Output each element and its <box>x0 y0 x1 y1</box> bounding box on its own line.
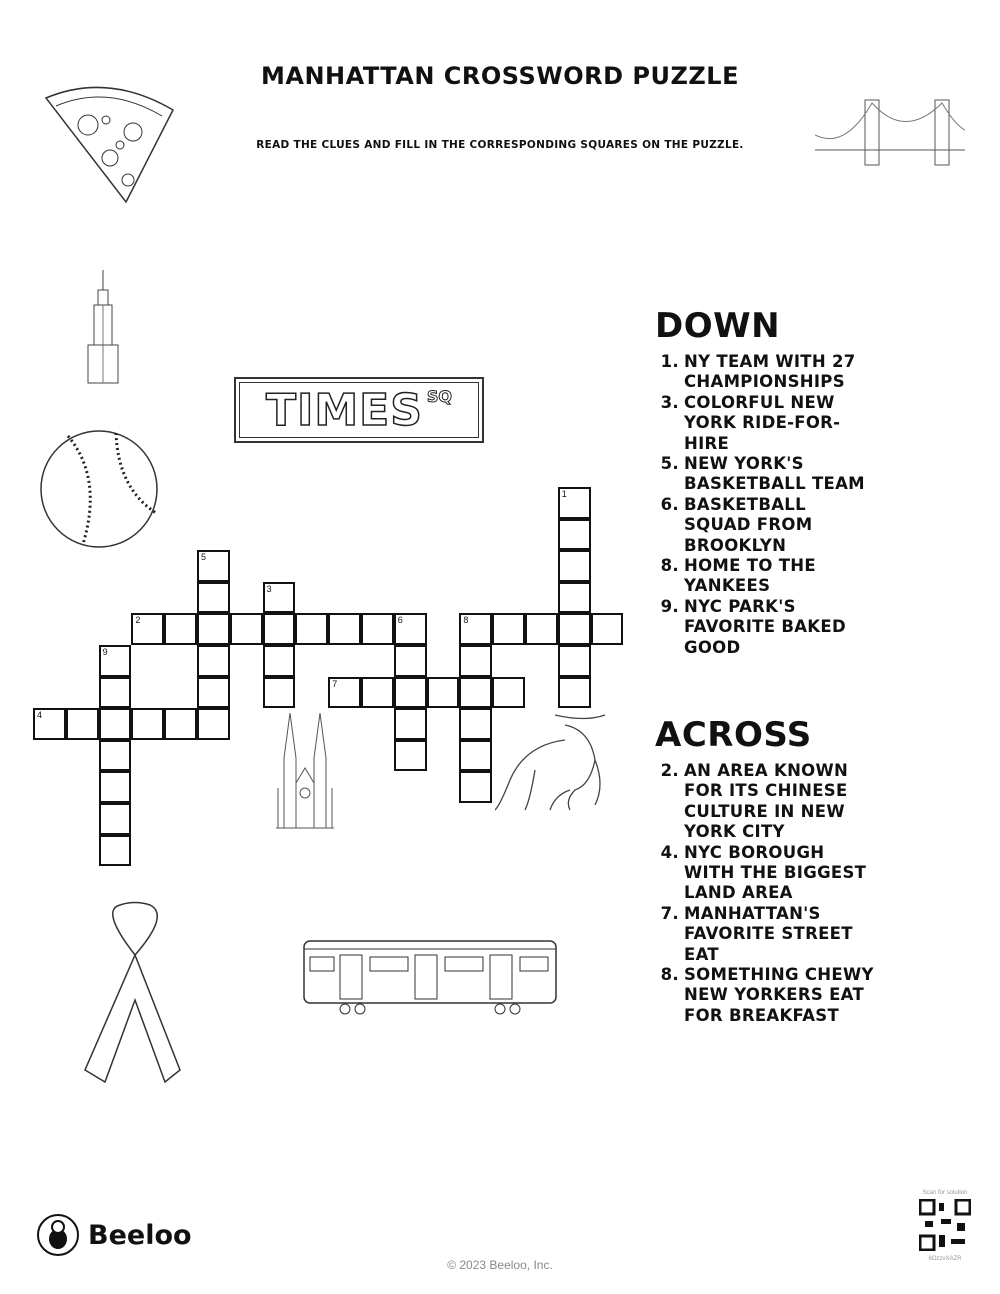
crossword-cell[interactable] <box>99 835 132 867</box>
sq-sign-text: SQ <box>426 387 453 406</box>
qr-caption: Scan for solution <box>922 1190 968 1196</box>
clue-num: 1. <box>660 352 679 371</box>
memorial-ribbon-illustration <box>80 900 190 1085</box>
crossword-cell[interactable] <box>295 613 328 645</box>
clue-num: 8. <box>660 965 679 985</box>
crossword-cell[interactable] <box>99 740 132 772</box>
clue-num: 5. <box>660 454 679 474</box>
clue-num: 7. <box>660 903 679 923</box>
crossword-cell[interactable] <box>394 740 427 772</box>
crossword-cell[interactable] <box>197 550 230 582</box>
down-clue <box>655 352 874 393</box>
across-clue <box>655 965 874 1026</box>
crossword-cell[interactable] <box>525 613 558 645</box>
crossword-cell[interactable] <box>99 677 132 709</box>
clue-text: NY TEAM WITH 27 CHAMPIONSHIPS <box>684 352 856 392</box>
clue-text: SOMETHING CHEWY NEW YORKERS EAT FOR BREAKFAST <box>684 965 874 1025</box>
clue-text: AN AREA KNOWN FOR ITS CHINESE CULTURE IN NEW YORK CITY <box>684 761 849 842</box>
clue-num: 9. <box>660 596 679 616</box>
crossword-cell[interactable] <box>459 708 492 740</box>
clue-number: 1 <box>561 489 567 499</box>
crossword-cell[interactable] <box>197 645 230 677</box>
down-clues <box>655 306 874 658</box>
across-heading: ACROSS <box>655 715 812 755</box>
clue-text: NYC PARK'S FAVORITE BAKED GOOD <box>684 596 846 657</box>
crossword-cell[interactable] <box>459 771 492 803</box>
clue-num: 2. <box>660 761 679 780</box>
down-clue <box>655 556 874 597</box>
crossword-cell[interactable] <box>164 708 197 740</box>
page-title: MANHATTAN CROSSWORD PUZZLE <box>261 62 739 90</box>
crossword-cell[interactable] <box>459 645 492 677</box>
clue-number: 4 <box>37 710 43 721</box>
crossword-cell[interactable] <box>99 645 132 677</box>
crossword-cell[interactable] <box>459 740 492 772</box>
instructions: READ THE CLUES AND FILL IN THE CORRESPONDING SQUARES ON THE PUZZLE. <box>256 139 744 151</box>
clue-num: 4. <box>660 842 679 862</box>
crossword-cell[interactable] <box>558 582 591 614</box>
crossword-cell[interactable] <box>394 677 427 709</box>
crossword-cell[interactable] <box>558 487 591 519</box>
crossword-cell[interactable] <box>492 677 525 709</box>
empire-state-building-illustration <box>83 270 123 385</box>
clue-text: MANHATTAN'S FAVORITE STREET EAT <box>684 903 853 964</box>
clue-text: COLORFUL NEW YORK RIDE-FOR-HIRE <box>684 392 841 453</box>
crossword-cell[interactable] <box>328 613 361 645</box>
crossword-cell[interactable] <box>131 708 164 740</box>
crossword-cell[interactable] <box>492 613 525 645</box>
crossword-cell[interactable] <box>99 771 132 803</box>
crossword-cell[interactable] <box>197 708 230 740</box>
clue-number: 3 <box>266 583 272 594</box>
crossword-cell[interactable] <box>558 645 591 677</box>
crossword-cell[interactable] <box>394 708 427 740</box>
qr-code-icon[interactable] <box>919 1199 971 1251</box>
subway-car-illustration <box>300 937 560 1017</box>
down-clue <box>655 454 874 495</box>
crossword-cell[interactable] <box>263 582 296 614</box>
across-clue <box>655 904 874 965</box>
clue-text: HOME TO THE YANKEES <box>684 556 816 596</box>
crossword-cell[interactable] <box>197 582 230 614</box>
crossword-cell[interactable] <box>361 677 394 709</box>
crossword-cell[interactable] <box>197 613 230 645</box>
beeloo-logo <box>36 1213 192 1257</box>
clue-number: 9 <box>102 647 108 657</box>
crossword-cell[interactable] <box>459 677 492 709</box>
clue-num: 6. <box>660 494 679 514</box>
clue-number: 6 <box>397 615 403 626</box>
down-clue <box>655 597 874 658</box>
clue-text: NEW YORK'S BASKETBALL TEAM <box>684 454 865 494</box>
clue-number: 7 <box>332 678 338 689</box>
crossword-cell[interactable] <box>459 613 492 645</box>
times-square-sign <box>234 377 484 443</box>
crossword-cell[interactable] <box>99 708 132 740</box>
crossword-cell[interactable] <box>394 613 427 645</box>
crossword-cell[interactable] <box>263 645 296 677</box>
copyright: © 2023 Beeloo, Inc. <box>447 1258 553 1272</box>
clue-text: NYC BOROUGH WITH THE BIGGEST LAND AREA <box>684 842 867 903</box>
crossword-cell[interactable] <box>33 708 66 740</box>
pizza-slice-illustration <box>38 70 178 210</box>
bridge-illustration <box>815 95 965 170</box>
crossword-cell[interactable] <box>558 677 591 709</box>
crossword-cell[interactable] <box>99 803 132 835</box>
crossword-cell[interactable] <box>197 677 230 709</box>
times-sign-text: TIMES <box>265 384 423 436</box>
crossword-cell[interactable] <box>558 519 591 551</box>
crossword-cell[interactable] <box>66 708 99 740</box>
crossword-cell[interactable] <box>131 613 164 645</box>
down-clue <box>655 393 874 454</box>
crossword-cell[interactable] <box>394 645 427 677</box>
bee-icon <box>36 1213 80 1257</box>
qr-block <box>915 1190 975 1262</box>
crossword-cell[interactable] <box>328 677 361 709</box>
brand-name: Beeloo <box>88 1219 192 1251</box>
crossword-cell[interactable] <box>263 677 296 709</box>
clue-num: 8. <box>660 556 679 576</box>
clue-num: 3. <box>660 392 679 412</box>
crossword-cell[interactable] <box>361 613 394 645</box>
crossword-cell[interactable] <box>427 677 460 709</box>
across-clues <box>655 715 874 1026</box>
across-clue <box>655 761 874 843</box>
clue-text: BASKETBALL SQUAD FROM BROOKLYN <box>684 494 813 555</box>
clue-number: 2 <box>135 615 141 626</box>
down-clue <box>655 495 874 556</box>
crossword-cell[interactable] <box>263 613 296 645</box>
crossword-cell[interactable] <box>164 613 197 645</box>
crossword-cell[interactable] <box>558 550 591 582</box>
clue-number: 8 <box>463 615 469 626</box>
crossword-cell[interactable] <box>230 613 263 645</box>
clue-number: 5 <box>201 552 207 563</box>
crossword-cell[interactable] <box>591 613 624 645</box>
crossword-cell[interactable] <box>558 613 591 645</box>
across-clue <box>655 843 874 904</box>
down-heading: DOWN <box>655 306 781 346</box>
qr-code-id: 6OzzvXAZR <box>928 1256 962 1262</box>
crossword-grid <box>33 487 633 887</box>
